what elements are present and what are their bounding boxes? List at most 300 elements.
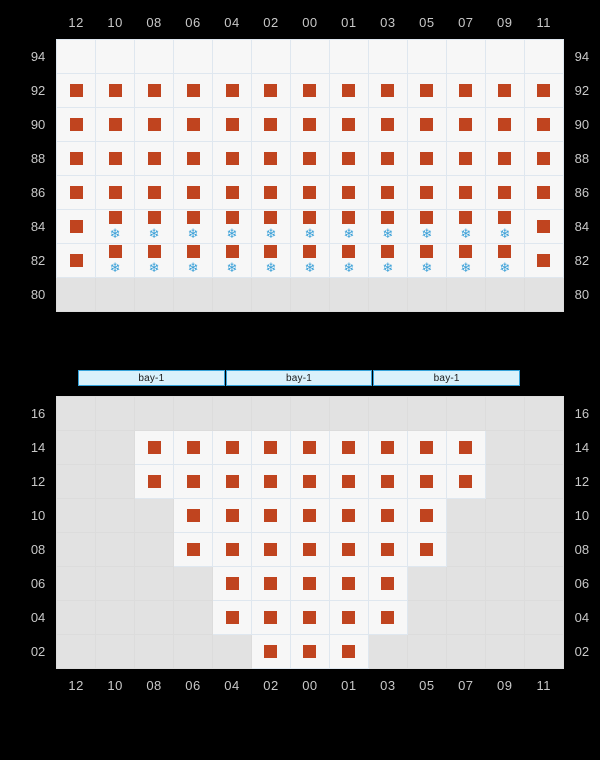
- slot-occupied[interactable]: [446, 243, 485, 277]
- container-box-icon: [420, 84, 433, 97]
- slot-content: [408, 176, 446, 209]
- slot-occupied[interactable]: [407, 107, 446, 141]
- slot-occupied[interactable]: [329, 209, 368, 243]
- slot-open[interactable]: [290, 39, 329, 73]
- slot-content: [330, 635, 368, 668]
- slot-occupied[interactable]: [213, 601, 252, 635]
- tier-row: [20, 465, 600, 499]
- slot-empty[interactable]: [213, 635, 252, 669]
- slot-occupied[interactable]: [290, 465, 329, 499]
- container-box-icon: [187, 245, 200, 258]
- slot-empty[interactable]: [213, 397, 252, 431]
- slot-empty[interactable]: [524, 397, 563, 431]
- slot-occupied[interactable]: [251, 499, 290, 533]
- container-box-icon: [187, 84, 200, 97]
- slot-occupied[interactable]: [329, 141, 368, 175]
- bay-segment[interactable]: bay-1: [226, 370, 373, 386]
- slot-content: [408, 465, 446, 498]
- slot-empty[interactable]: [96, 397, 135, 431]
- slot-occupied[interactable]: [96, 209, 135, 243]
- slot-content: [252, 431, 290, 464]
- slot-content: [330, 108, 368, 141]
- slot-occupied[interactable]: [96, 73, 135, 107]
- slot-occupied[interactable]: [329, 243, 368, 277]
- container-box-icon: [459, 152, 472, 165]
- slot-occupied[interactable]: [135, 107, 174, 141]
- slot-content: [57, 278, 95, 311]
- slot-open[interactable]: [524, 39, 563, 73]
- slot-empty[interactable]: [407, 277, 446, 311]
- slot-open[interactable]: [57, 39, 96, 73]
- slot-content: [486, 533, 524, 566]
- below-deck-grid-wrap: [20, 396, 600, 702]
- slot-empty[interactable]: [446, 499, 485, 533]
- slot-open[interactable]: [251, 39, 290, 73]
- slot-empty[interactable]: [57, 601, 96, 635]
- slot-occupied[interactable]: [407, 499, 446, 533]
- slot-content: [408, 74, 446, 107]
- slot-empty[interactable]: [524, 431, 563, 465]
- slot-occupied[interactable]: [213, 73, 252, 107]
- bay-segment[interactable]: bay-1: [373, 370, 520, 386]
- slot-empty[interactable]: [135, 601, 174, 635]
- slot-content: [330, 40, 368, 73]
- tier-row: [20, 277, 600, 311]
- slot-content: [213, 465, 251, 498]
- slot-empty[interactable]: [407, 635, 446, 669]
- slot-occupied[interactable]: [135, 175, 174, 209]
- bay-segment[interactable]: bay-1: [78, 370, 225, 386]
- tier-label-right: 86: [574, 184, 590, 200]
- slot-occupied[interactable]: [290, 431, 329, 465]
- container-box-icon: [459, 475, 472, 488]
- slot-occupied[interactable]: [290, 533, 329, 567]
- slot-occupied[interactable]: [174, 141, 213, 175]
- slot-content: [447, 40, 485, 73]
- slot-occupied[interactable]: [368, 141, 407, 175]
- column-header: 08: [146, 677, 162, 693]
- slot-occupied[interactable]: [485, 107, 524, 141]
- container-box-icon: [264, 611, 277, 624]
- slot-occupied[interactable]: [524, 141, 563, 175]
- reefer-snowflake-icon: ❄: [304, 225, 316, 241]
- slot-occupied[interactable]: [407, 431, 446, 465]
- slot-empty[interactable]: [57, 465, 96, 499]
- slot-occupied[interactable]: [368, 465, 407, 499]
- slot-empty[interactable]: [213, 277, 252, 311]
- slot-empty[interactable]: [135, 499, 174, 533]
- slot-occupied[interactable]: [446, 107, 485, 141]
- slot-occupied[interactable]: [174, 209, 213, 243]
- slot-content: [135, 176, 173, 209]
- slot-content: [291, 40, 329, 73]
- container-box-icon: [187, 118, 200, 131]
- slot-occupied[interactable]: [290, 635, 329, 669]
- slot-occupied[interactable]: [213, 431, 252, 465]
- slot-empty[interactable]: [485, 601, 524, 635]
- slot-occupied[interactable]: [485, 73, 524, 107]
- slot-occupied[interactable]: [290, 209, 329, 243]
- slot-empty[interactable]: [485, 533, 524, 567]
- slot-occupied[interactable]: [368, 107, 407, 141]
- slot-empty[interactable]: [446, 397, 485, 431]
- slot-occupied[interactable]: [213, 465, 252, 499]
- slot-open[interactable]: [174, 39, 213, 73]
- slot-content: [447, 244, 485, 277]
- reefer-snowflake-icon: ❄: [460, 259, 472, 275]
- tier-label-right: 82: [574, 252, 590, 268]
- slot-content: [135, 397, 173, 430]
- column-header: 05: [419, 14, 435, 30]
- slot-occupied[interactable]: [329, 73, 368, 107]
- slot-occupied[interactable]: [368, 175, 407, 209]
- tier-label-left: 82: [30, 252, 46, 268]
- slot-occupied[interactable]: [290, 243, 329, 277]
- slot-content: [57, 499, 95, 532]
- slot-occupied[interactable]: [135, 141, 174, 175]
- slot-occupied[interactable]: [135, 465, 174, 499]
- above-deck-grid: [20, 6, 600, 312]
- container-box-icon: [381, 245, 394, 258]
- slot-content: [57, 567, 95, 600]
- slot-empty[interactable]: [446, 635, 485, 669]
- slot-empty[interactable]: [524, 567, 563, 601]
- slot-occupied[interactable]: [329, 601, 368, 635]
- slot-occupied[interactable]: [446, 73, 485, 107]
- slot-empty[interactable]: [446, 601, 485, 635]
- slot-occupied[interactable]: [290, 499, 329, 533]
- slot-empty[interactable]: [57, 533, 96, 567]
- slot-occupied[interactable]: [368, 601, 407, 635]
- slot-occupied[interactable]: [368, 431, 407, 465]
- reefer-snowflake-icon: ❄: [343, 259, 355, 275]
- slot-occupied[interactable]: [368, 243, 407, 277]
- slot-occupied[interactable]: [213, 533, 252, 567]
- slot-content: [57, 431, 95, 464]
- slot-occupied[interactable]: [213, 499, 252, 533]
- container-box-icon: [109, 152, 122, 165]
- container-box-icon: [70, 118, 83, 131]
- slot-occupied[interactable]: [524, 175, 563, 209]
- slot-empty[interactable]: [485, 567, 524, 601]
- above-deck-column-header-row: [20, 6, 600, 39]
- slot-empty[interactable]: [407, 567, 446, 601]
- slot-empty[interactable]: [135, 397, 174, 431]
- container-box-icon: [498, 211, 511, 224]
- slot-occupied[interactable]: [407, 243, 446, 277]
- slot-content: [291, 635, 329, 668]
- container-box-icon: [303, 152, 316, 165]
- slot-occupied[interactable]: [174, 533, 213, 567]
- tier-row: [20, 431, 600, 465]
- slot-empty[interactable]: [57, 397, 96, 431]
- slot-occupied[interactable]: [524, 243, 563, 277]
- slot-empty[interactable]: [485, 277, 524, 311]
- slot-occupied[interactable]: [251, 431, 290, 465]
- slot-occupied[interactable]: [329, 635, 368, 669]
- slot-empty[interactable]: [446, 533, 485, 567]
- slot-empty[interactable]: [485, 465, 524, 499]
- slot-content: [135, 108, 173, 141]
- slot-occupied[interactable]: [290, 73, 329, 107]
- tier-label-right: 88: [574, 150, 590, 166]
- slot-occupied[interactable]: [251, 141, 290, 175]
- slot-occupied[interactable]: [57, 141, 96, 175]
- slot-occupied[interactable]: [329, 107, 368, 141]
- tier-label-left: 88: [30, 150, 46, 166]
- slot-content: [135, 278, 173, 311]
- slot-occupied[interactable]: [524, 209, 563, 243]
- slot-content: [525, 142, 563, 175]
- slot-content: [174, 499, 212, 532]
- slot-occupied[interactable]: [329, 499, 368, 533]
- slot-open[interactable]: [213, 39, 252, 73]
- slot-empty[interactable]: [446, 567, 485, 601]
- slot-empty[interactable]: [524, 635, 563, 669]
- slot-content: [486, 176, 524, 209]
- slot-empty[interactable]: [96, 499, 135, 533]
- slot-empty[interactable]: [96, 567, 135, 601]
- slot-empty[interactable]: [174, 635, 213, 669]
- slot-empty[interactable]: [329, 277, 368, 311]
- slot-empty[interactable]: [524, 277, 563, 311]
- slot-empty[interactable]: [57, 635, 96, 669]
- slot-occupied[interactable]: [407, 175, 446, 209]
- slot-occupied[interactable]: [290, 141, 329, 175]
- slot-occupied[interactable]: [251, 533, 290, 567]
- slot-occupied[interactable]: [290, 601, 329, 635]
- slot-occupied[interactable]: [485, 141, 524, 175]
- slot-content: [57, 74, 95, 107]
- slot-occupied[interactable]: [213, 175, 252, 209]
- slot-empty[interactable]: [135, 533, 174, 567]
- container-box-icon: [342, 245, 355, 258]
- column-header: 07: [458, 677, 474, 693]
- container-box-icon: [381, 475, 394, 488]
- slot-empty[interactable]: [329, 397, 368, 431]
- slot-open[interactable]: [446, 39, 485, 73]
- slot-empty[interactable]: [57, 277, 96, 311]
- slot-occupied[interactable]: [524, 73, 563, 107]
- slot-occupied[interactable]: [213, 107, 252, 141]
- slot-empty[interactable]: [524, 499, 563, 533]
- slot-empty[interactable]: [524, 601, 563, 635]
- slot-occupied[interactable]: [485, 243, 524, 277]
- slot-occupied[interactable]: [251, 601, 290, 635]
- slot-open[interactable]: [135, 39, 174, 73]
- slot-content: [330, 244, 368, 277]
- slot-occupied[interactable]: [174, 431, 213, 465]
- slot-content: [369, 108, 407, 141]
- slot-empty[interactable]: [96, 277, 135, 311]
- tier-row: [20, 107, 600, 141]
- slot-occupied[interactable]: [368, 567, 407, 601]
- slot-empty[interactable]: [524, 465, 563, 499]
- slot-occupied[interactable]: [96, 243, 135, 277]
- slot-empty[interactable]: [96, 601, 135, 635]
- slot-empty[interactable]: [368, 397, 407, 431]
- slot-occupied[interactable]: [174, 73, 213, 107]
- slot-occupied[interactable]: [446, 465, 485, 499]
- slot-empty[interactable]: [174, 567, 213, 601]
- slot-occupied[interactable]: [174, 107, 213, 141]
- slot-empty[interactable]: [368, 635, 407, 669]
- slot-occupied[interactable]: [329, 533, 368, 567]
- reefer-snowflake-icon: ❄: [109, 259, 121, 275]
- slot-occupied[interactable]: [407, 209, 446, 243]
- container-box-icon: [303, 543, 316, 556]
- slot-occupied[interactable]: [485, 175, 524, 209]
- tier-row: [20, 175, 600, 209]
- slot-occupied[interactable]: [251, 209, 290, 243]
- below-deck-column-footer-row: [20, 669, 600, 702]
- slot-occupied[interactable]: [446, 175, 485, 209]
- slot-empty[interactable]: [368, 277, 407, 311]
- slot-empty[interactable]: [485, 431, 524, 465]
- slot-occupied[interactable]: [407, 73, 446, 107]
- slot-occupied[interactable]: [251, 175, 290, 209]
- container-box-icon: [303, 441, 316, 454]
- slot-empty[interactable]: [135, 277, 174, 311]
- slot-open[interactable]: [407, 39, 446, 73]
- slot-content: [291, 431, 329, 464]
- slot-occupied[interactable]: [290, 567, 329, 601]
- slot-empty[interactable]: [57, 567, 96, 601]
- slot-occupied[interactable]: [96, 141, 135, 175]
- slot-occupied[interactable]: [57, 243, 96, 277]
- slot-empty[interactable]: [96, 465, 135, 499]
- slot-empty[interactable]: [524, 533, 563, 567]
- slot-occupied[interactable]: [368, 499, 407, 533]
- slot-occupied[interactable]: [213, 209, 252, 243]
- tier-row: [20, 601, 600, 635]
- slot-occupied[interactable]: [135, 243, 174, 277]
- container-box-icon: [148, 118, 161, 131]
- slot-empty[interactable]: [96, 635, 135, 669]
- slot-occupied[interactable]: [57, 209, 96, 243]
- slot-occupied[interactable]: [213, 243, 252, 277]
- slot-empty[interactable]: [96, 431, 135, 465]
- slot-occupied[interactable]: [407, 465, 446, 499]
- slot-occupied[interactable]: [251, 243, 290, 277]
- slot-empty[interactable]: [290, 277, 329, 311]
- slot-open[interactable]: [485, 39, 524, 73]
- container-box-icon: [109, 84, 122, 97]
- tier-label-left: 92: [30, 82, 46, 98]
- reefer-snowflake-icon: ❄: [304, 259, 316, 275]
- tier-row: [20, 141, 600, 175]
- slot-occupied[interactable]: [251, 567, 290, 601]
- container-box-icon: [537, 186, 550, 199]
- slot-occupied[interactable]: [368, 73, 407, 107]
- slot-empty[interactable]: [251, 397, 290, 431]
- slot-occupied[interactable]: [96, 107, 135, 141]
- container-box-icon: [264, 152, 277, 165]
- slot-occupied[interactable]: [174, 499, 213, 533]
- slot-occupied[interactable]: [329, 431, 368, 465]
- slot-occupied[interactable]: [290, 175, 329, 209]
- slot-occupied[interactable]: [251, 635, 290, 669]
- slot-occupied[interactable]: [446, 141, 485, 175]
- slot-occupied[interactable]: [57, 107, 96, 141]
- slot-empty[interactable]: [485, 499, 524, 533]
- slot-occupied[interactable]: [135, 431, 174, 465]
- slot-content: [447, 499, 485, 532]
- slot-empty[interactable]: [174, 397, 213, 431]
- slot-occupied[interactable]: [368, 209, 407, 243]
- slot-empty[interactable]: [407, 601, 446, 635]
- slot-empty[interactable]: [174, 277, 213, 311]
- slot-empty[interactable]: [135, 635, 174, 669]
- column-header: 02: [263, 14, 279, 30]
- slot-empty[interactable]: [57, 431, 96, 465]
- slot-content: [291, 499, 329, 532]
- slot-empty[interactable]: [290, 397, 329, 431]
- slot-occupied[interactable]: [290, 107, 329, 141]
- slot-occupied[interactable]: [368, 533, 407, 567]
- slot-open[interactable]: [368, 39, 407, 73]
- slot-content: [174, 601, 212, 634]
- slot-occupied[interactable]: [524, 107, 563, 141]
- slot-occupied[interactable]: [446, 209, 485, 243]
- container-box-icon: [537, 84, 550, 97]
- slot-occupied[interactable]: [407, 533, 446, 567]
- column-header: 12: [68, 677, 84, 693]
- slot-occupied[interactable]: [446, 431, 485, 465]
- slot-empty[interactable]: [174, 601, 213, 635]
- slot-occupied[interactable]: [135, 209, 174, 243]
- slot-empty[interactable]: [135, 567, 174, 601]
- tier-label-left: 04: [30, 610, 46, 625]
- slot-occupied[interactable]: [329, 567, 368, 601]
- slot-content: [252, 601, 290, 634]
- slot-occupied[interactable]: [485, 209, 524, 243]
- slot-occupied[interactable]: [213, 567, 252, 601]
- slot-occupied[interactable]: [96, 175, 135, 209]
- slot-occupied[interactable]: [174, 465, 213, 499]
- container-box-icon: [226, 543, 239, 556]
- container-box-icon: [342, 509, 355, 522]
- slot-occupied[interactable]: [251, 465, 290, 499]
- slot-occupied[interactable]: [329, 175, 368, 209]
- slot-occupied[interactable]: [57, 175, 96, 209]
- slot-content: [369, 533, 407, 566]
- slot-empty[interactable]: [407, 397, 446, 431]
- container-box-icon: [303, 509, 316, 522]
- slot-occupied[interactable]: [57, 73, 96, 107]
- slot-content: [447, 397, 485, 430]
- slot-content: [174, 278, 212, 311]
- slot-empty[interactable]: [96, 533, 135, 567]
- slot-occupied[interactable]: [174, 175, 213, 209]
- slot-empty[interactable]: [485, 635, 524, 669]
- container-box-icon: [109, 245, 122, 258]
- slot-empty[interactable]: [57, 499, 96, 533]
- slot-occupied[interactable]: [213, 141, 252, 175]
- slot-open[interactable]: [96, 39, 135, 73]
- slot-occupied[interactable]: [251, 73, 290, 107]
- slot-occupied[interactable]: [135, 73, 174, 107]
- slot-empty[interactable]: [446, 277, 485, 311]
- slot-occupied[interactable]: [174, 243, 213, 277]
- slot-occupied[interactable]: [251, 107, 290, 141]
- slot-open[interactable]: [329, 39, 368, 73]
- slot-empty[interactable]: [251, 277, 290, 311]
- slot-occupied[interactable]: [329, 465, 368, 499]
- container-box-icon: [148, 211, 161, 224]
- slot-occupied[interactable]: [407, 141, 446, 175]
- slot-empty[interactable]: [485, 397, 524, 431]
